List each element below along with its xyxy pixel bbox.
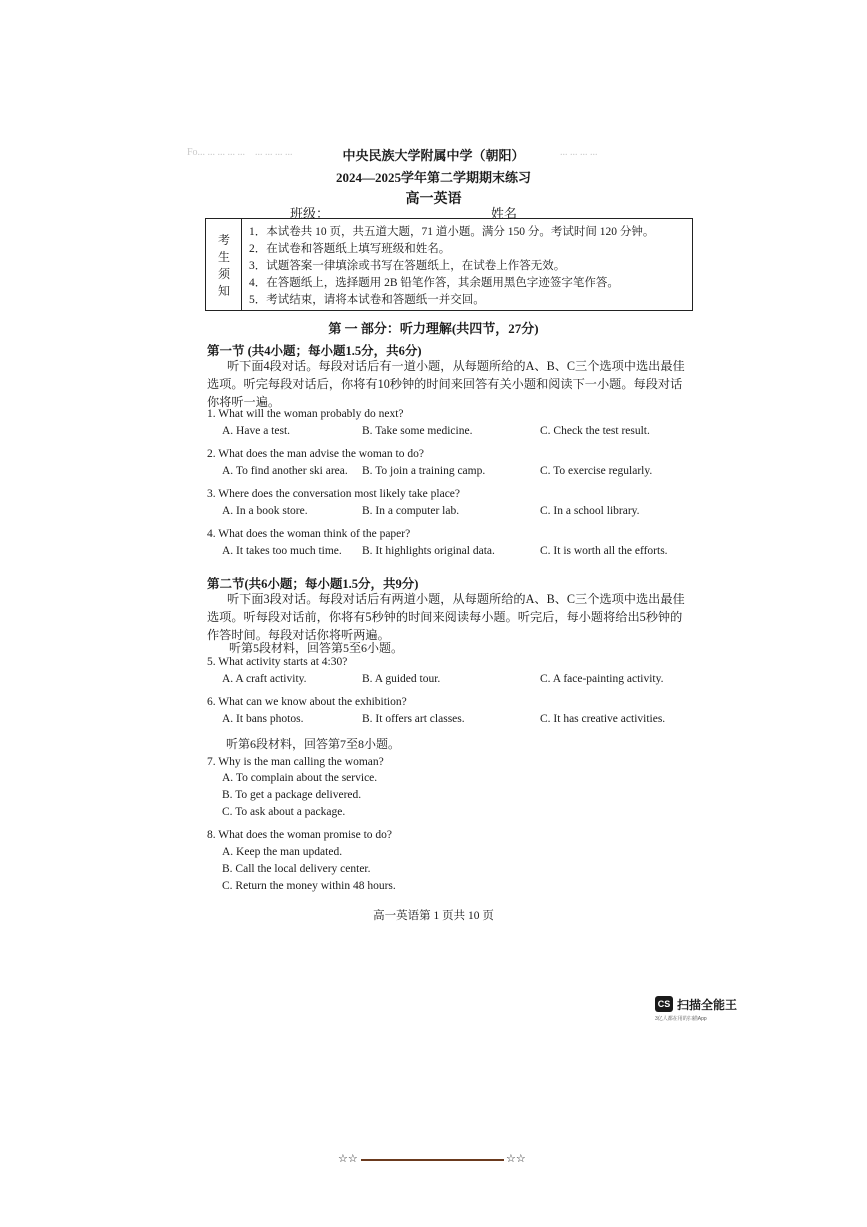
question-8: 8. What does the woman promise to do? <box>207 829 393 841</box>
question-4: 4. What does the woman think of the paper? <box>207 528 411 540</box>
notice-side-label <box>206 219 242 310</box>
scanner-app-name: 扫描全能王 <box>677 998 738 1012</box>
notice-items <box>249 224 654 309</box>
section1-title: 第一节 (共4小题；每小题1.5分，共6分) <box>207 344 422 358</box>
material-5-note: 听第5段材料，回答第5至6小题。 <box>229 641 404 655</box>
q3-option-a[interactable]: A. In a book store. <box>222 505 308 517</box>
question-6: 6. What can we know about the exhibition? <box>207 696 407 708</box>
q5-option-b[interactable]: B. A guided tour. <box>362 673 441 685</box>
subject-title: 高一英语 <box>405 192 462 207</box>
q2-option-b[interactable]: B. To join a training camp. <box>362 465 486 477</box>
notice-item: 1．本试卷共 10 页，共五道大题，71 道小题。满分 150 分。考试时间 120 分钟。 <box>249 226 655 238</box>
notice-side-char: 知 <box>218 284 231 298</box>
q1-option-a[interactable]: A. Have a test. <box>222 425 291 437</box>
q6-option-c[interactable]: C. It has creative activities. <box>540 713 666 725</box>
question-1: 1. What will the woman probably do next? <box>207 408 404 420</box>
q7-option-c[interactable]: C. To ask about a package. <box>222 806 346 818</box>
q4-option-b[interactable]: B. It highlights original data. <box>362 545 495 557</box>
camscanner-logo-icon: CS <box>655 996 673 1012</box>
q1-option-c[interactable]: C. Check the test result. <box>540 425 650 437</box>
bleed-through-text: Fo... ... ... ... ... ... ... ... ... <box>187 147 293 158</box>
material-6-note: 听第6段材料，回答第7至8小题。 <box>226 737 401 751</box>
q8-option-a[interactable]: A. Keep the man updated. <box>222 846 343 858</box>
exam-term: 2024—2025学年第二学期期末练习 <box>335 170 531 185</box>
q7-option-b[interactable]: B. To get a package delivered. <box>222 789 362 801</box>
q5-option-c[interactable]: C. A face-painting activity. <box>540 673 664 685</box>
question-2: 2. What does the man advise the woman to do? <box>207 448 424 460</box>
q3-option-c[interactable]: C. In a school library. <box>540 505 640 517</box>
q6-option-a[interactable]: A. It bans photos. <box>222 713 304 725</box>
q2-option-c[interactable]: C. To exercise regularly. <box>540 465 653 477</box>
section2-title: 第二节(共6小题；每小题1.5分，共9分) <box>207 577 419 591</box>
notice-side-char: 生 <box>218 250 231 264</box>
question-5: 5. What activity starts at 4:30? <box>207 656 348 668</box>
notice-side-char: 须 <box>218 267 231 281</box>
section1-instruction: 听下面4段对话。每段对话后有一道小题，从每题所给的A、B、C三个选项中选出最佳选项。听完每段对话后，你将有10秒钟的时间来回答有关小题和阅读下一小题。每段对话你将听一遍。 <box>207 359 685 409</box>
ornament-divider <box>361 1159 504 1161</box>
q4-option-a[interactable]: A. It takes too much time. <box>222 545 342 557</box>
q2-option-a[interactable]: A. To find another ski area. <box>222 465 348 477</box>
notice-item: 4．在答题纸上，选择题用 2B 铅笔作答，其余题用黑色字迹签字笔作答。 <box>249 277 619 289</box>
q4-option-c[interactable]: C. It is worth all the efforts. <box>540 545 668 557</box>
notice-side-char: 考 <box>218 233 231 247</box>
name-label: 姓名 <box>491 206 518 221</box>
q1-option-b[interactable]: B. Take some medicine. <box>362 425 473 437</box>
q3-option-b[interactable]: B. In a computer lab. <box>362 505 460 517</box>
exam-notice-box <box>205 218 693 311</box>
q8-option-c[interactable]: C. Return the money within 48 hours. <box>222 880 396 892</box>
scanner-app-tagline: 3亿人都在用的扫描App <box>655 1016 707 1022</box>
q5-option-a[interactable]: A. A craft activity. <box>222 673 307 685</box>
class-blank[interactable] <box>330 203 412 219</box>
q7-option-a[interactable]: A. To complain about the service. <box>222 772 378 784</box>
page-footer: 高一英语第 1 页共 10 页 <box>373 910 494 922</box>
q6-option-b[interactable]: B. It offers art classes. <box>362 713 465 725</box>
q8-option-b[interactable]: B. Call the local delivery center. <box>222 863 371 875</box>
question-3: 3. Where does the conversation most likely take place? <box>207 488 461 500</box>
part1-title: 第 一 部分：听力理解(共四节，27分) <box>328 321 539 336</box>
name-blank[interactable] <box>519 203 607 219</box>
star-ornament-left-icon: ☆☆ <box>338 1153 358 1165</box>
notice-item: 5．考试结束，请将本试卷和答题纸一并交回。 <box>249 294 485 306</box>
notice-item: 3．试题答案一律填涂或书写在答题纸上，在试卷上作答无效。 <box>249 260 566 272</box>
section2-instruction: 听下面3段对话。每段对话后有两道小题，从每题所给的A、B、C三个选项中选出最佳选项。听每段对话前，你将有5秒钟的时间来阅读每小题。听完后，每小题将给出5秒钟的作答时间。每段对话你将听两遍。 <box>207 592 685 642</box>
school-name: 中央民族大学附属中学（朝阳） <box>342 148 525 163</box>
class-label: 班级： <box>290 206 330 221</box>
notice-item: 2．在试卷和答题纸上填写班级和姓名。 <box>249 243 451 255</box>
bleed-through-text: ... ... ... ... <box>560 147 598 158</box>
question-7: 7. Why is the man calling the woman? <box>207 756 384 768</box>
star-ornament-right-icon: ☆☆ <box>506 1153 526 1165</box>
